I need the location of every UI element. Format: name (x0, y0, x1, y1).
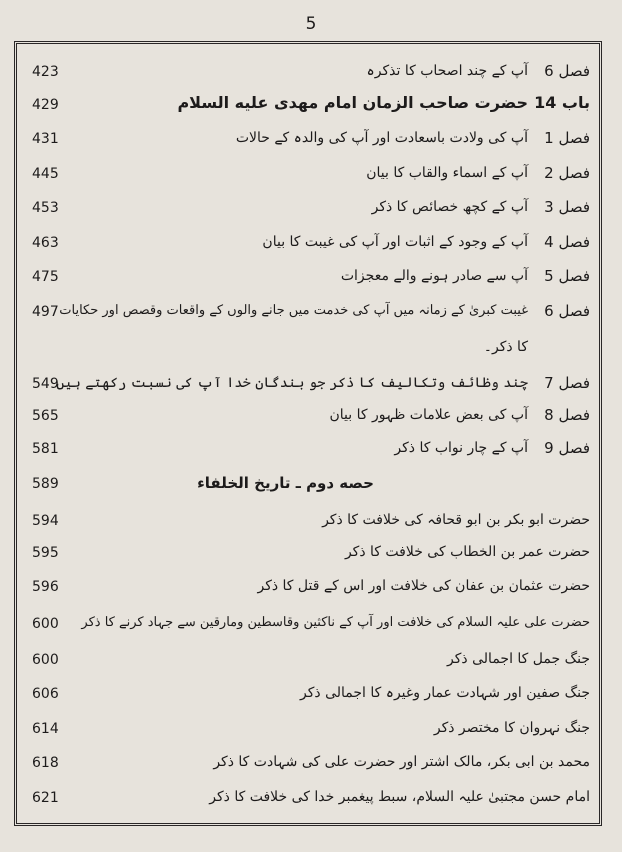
entry-label: فصل 9 (544, 439, 590, 457)
entry-page: 497 (32, 304, 59, 320)
toc-entry (32, 159, 590, 191)
entry-page: 594 (32, 513, 59, 529)
toc-entry (32, 748, 590, 780)
toc-entry-continuation (32, 333, 590, 365)
entry-title: آپ کی بعض علامات ظہور کا بیان (329, 407, 528, 423)
toc-entry (32, 297, 590, 329)
entry-page: 589 (32, 476, 59, 492)
toc-entry-ch6 (32, 57, 590, 89)
toc-entry (32, 609, 590, 641)
entry-page: 565 (32, 408, 59, 424)
toc-entry (32, 262, 590, 294)
entry-label: فصل 4 (544, 233, 590, 251)
entry-page: 596 (32, 579, 59, 595)
toc-entry (32, 434, 590, 466)
entry-title: آپ کے کچھ خصائص کا ذکر (371, 199, 528, 215)
entry-page: 431 (32, 131, 59, 147)
entry-title: آپ کے وجود کے اثبات اور آپ کی غیبت کا بیان (262, 234, 528, 250)
entry-title: جنگ جمل کا اجمالی ذکر (447, 651, 590, 667)
entry-title: حضرت عثمان بن عفان کی خلافت اور اس کے قتل کا ذکر (257, 578, 590, 594)
toc-entry (32, 193, 590, 225)
toc-entry (32, 369, 590, 401)
entry-page: 445 (32, 166, 59, 182)
toc-entry (32, 783, 590, 815)
entry-title: آپ سے صادر ہونے والے معجزات (340, 268, 528, 284)
toc-entry (32, 401, 590, 433)
entry-label: باب 14 (534, 93, 590, 112)
entry-page: 453 (32, 200, 59, 216)
toc-entry (32, 572, 590, 604)
entry-page: 618 (32, 755, 59, 771)
toc-entry (32, 124, 590, 156)
entry-page: 429 (32, 97, 59, 113)
entry-title: غیبت کبریٰ کے زمانہ میں آپ کی خدمت میں جانے والوں کے واقعات وقصص اور حکایات (59, 303, 528, 318)
entry-title: آپ کے چند اصحاب کا تذکرہ (366, 63, 528, 79)
entry-title-continuation: کا ذکر۔ (483, 339, 528, 355)
toc-entry (32, 506, 590, 538)
toc-section-heading (32, 469, 590, 501)
entry-label: فصل 6 (544, 62, 590, 80)
entry-title: حضرت صاحب الزمان امام مهدی علیه السلام (177, 93, 528, 112)
entry-page: 614 (32, 721, 59, 737)
entry-title: چند وظائف وتکالیف کا ذکر جو بندگان خدا آپ کی نسبت رکھتے ہیں (56, 375, 528, 391)
entry-label: فصل 6 (544, 302, 590, 320)
entry-page: 463 (32, 235, 59, 251)
entry-page: 475 (32, 269, 59, 285)
entry-page: 581 (32, 441, 59, 457)
page-number: 5 (305, 14, 317, 34)
entry-page: 621 (32, 790, 59, 806)
entry-label: فصل 7 (544, 374, 590, 392)
entry-label: فصل 5 (544, 267, 590, 285)
entry-title: حضرت ابو بکر بن ابو قحافہ کی خلافت کا ذکر (322, 512, 590, 528)
toc-entry (32, 538, 590, 570)
entry-title: آپ کے اسماء والقاب کا بیان (366, 165, 528, 181)
entry-page: 606 (32, 686, 59, 702)
entry-title: آپ کے چار نواب کا ذکر (394, 440, 528, 456)
entry-label: فصل 8 (544, 406, 590, 424)
entry-title: حضرت عمر بن الخطاب کی خلافت کا ذکر (344, 544, 590, 560)
entry-title: حضرت علی علیہ السلام کی خلافت اور آپ کے ناکثین وقاسطین ومارقین سے جہاد کرنے کا ذکر (81, 615, 590, 630)
entry-title: حصه دوم ـ تاریخ الخلفاء (197, 474, 374, 492)
toc-entry (32, 679, 590, 711)
entry-label: فصل 3 (544, 198, 590, 216)
entry-page: 595 (32, 545, 59, 561)
entry-title: محمد بن ابی بکر، مالک اشتر اور حضرت علی کی شہادت کا ذکر (213, 754, 590, 770)
entry-title: آپ کی ولادت باسعادت اور آپ کی والدہ کے حالات (235, 130, 528, 146)
entry-label: فصل 1 (544, 129, 590, 147)
entry-title: جنگ نہروان کا مختصر ذکر (433, 720, 590, 736)
entry-page: 549 (32, 376, 59, 392)
entry-title: امام حسن مجتبیٰ علیہ السلام، سبط پیغمبر خدا کی خلافت کا ذکر (209, 789, 590, 805)
toc-entry (32, 714, 590, 746)
entry-title: جنگ صفین اور شہادت عمار وغیرہ کا اجمالی ذکر (300, 685, 590, 701)
entry-page: 600 (32, 652, 59, 668)
entry-page: 423 (32, 64, 59, 80)
toc-entry (32, 228, 590, 260)
entry-page: 600 (32, 616, 59, 632)
toc-entry (32, 645, 590, 677)
entry-label: فصل 2 (544, 164, 590, 182)
toc-entry-bab14 (32, 90, 590, 122)
